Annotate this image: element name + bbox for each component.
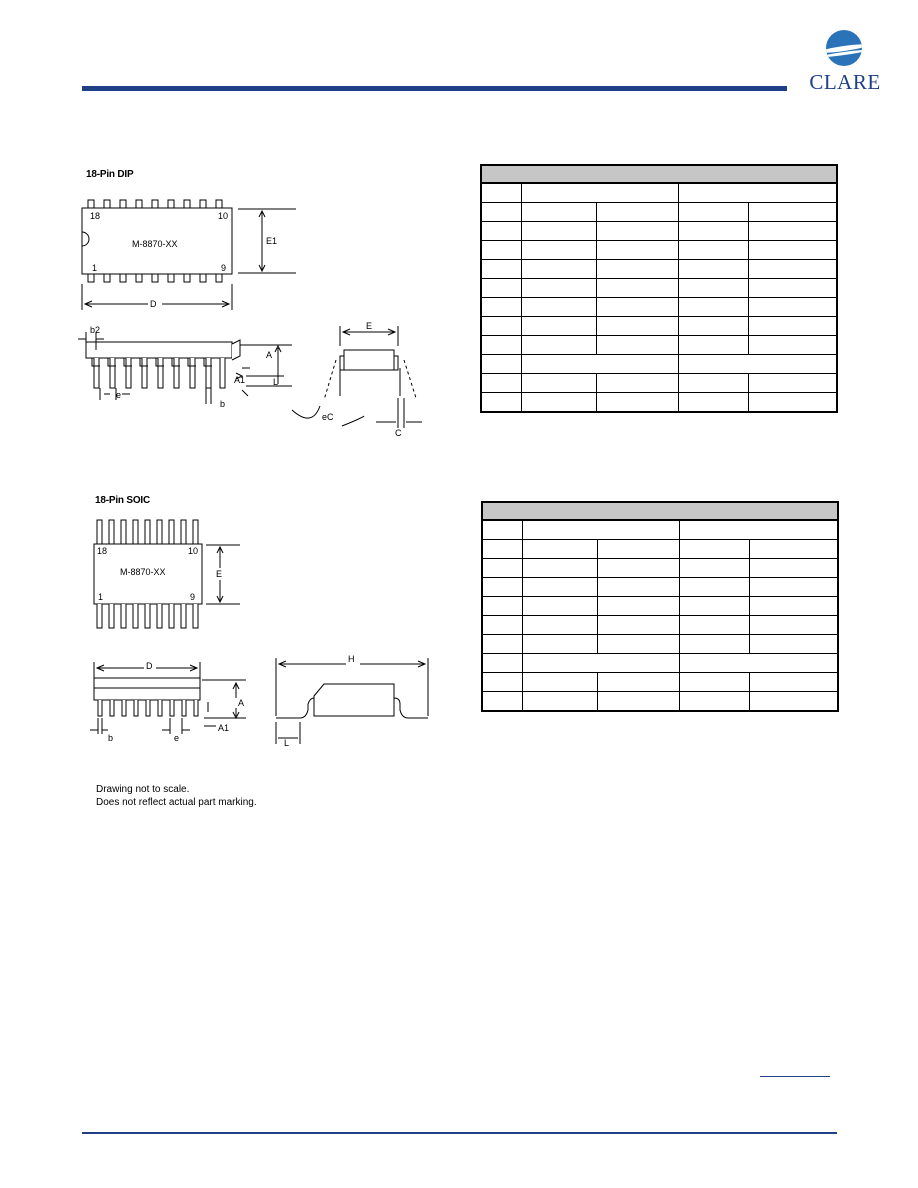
table-row [482, 559, 838, 578]
table-row [481, 317, 837, 336]
table-row [481, 222, 837, 241]
note-not-to-scale: Drawing not to scale. [96, 784, 190, 795]
dip-a-dimension [236, 345, 292, 396]
soic-e-label: E [216, 569, 223, 579]
soic-top-pins [97, 520, 198, 544]
soic-pin-10-label: 10 [188, 546, 199, 556]
table-row [481, 203, 837, 222]
dip-pin-1-label: 1 [92, 263, 98, 273]
soic-pin-9-label: 9 [190, 592, 196, 602]
dip-e-label: e [116, 390, 122, 400]
table-row [482, 673, 838, 692]
soic-e-dimension [206, 545, 240, 604]
note-part-marking: Does not reflect actual part marking. [96, 797, 257, 808]
dip-side-view [86, 340, 240, 388]
table-row [481, 355, 837, 374]
table-row [481, 260, 837, 279]
dip-ec-label: eC [322, 412, 334, 422]
soic-a1-label: A1 [218, 723, 230, 733]
dip-e-pitch-dimension [100, 388, 130, 400]
dip-c-label: C [395, 428, 402, 438]
table-row [482, 597, 838, 616]
table-row [481, 298, 837, 317]
table-row [481, 183, 837, 203]
dip-e1-label: E1 [266, 236, 278, 246]
table-row [482, 692, 838, 712]
table-row [482, 654, 838, 673]
soic-e-pitch-dimension [162, 718, 190, 734]
table-row [481, 393, 837, 413]
table-row [482, 635, 838, 654]
table-row [482, 578, 838, 597]
dip-d-dimension [82, 284, 232, 310]
dip-package-drawing [70, 190, 440, 450]
dip-top-pins [88, 200, 222, 208]
soic-package-drawing [80, 512, 440, 752]
dip-pin-9-label: 9 [221, 263, 227, 273]
soic-end-view [276, 684, 428, 718]
dip-end-e-label: E [366, 321, 373, 331]
dip-b-dimension [206, 388, 211, 404]
table-header-row [482, 502, 838, 520]
soic-figure-title: 18-Pin SOIC [95, 495, 151, 506]
table-row [482, 520, 838, 540]
soic-h-label: H [348, 654, 355, 664]
table-row [481, 374, 837, 393]
soic-side-view [94, 678, 200, 716]
header-rule [82, 86, 787, 91]
dip-bottom-pins [88, 274, 222, 282]
dip-c-dimension [376, 398, 422, 428]
dip-b2-label: b2 [90, 325, 101, 335]
table-row [481, 241, 837, 260]
soic-part-marking: M-8870-XX [120, 567, 166, 577]
table-header-row [481, 165, 837, 183]
table-row [482, 616, 838, 635]
company-logo [800, 30, 890, 92]
soic-pin-1-label: 1 [98, 592, 104, 602]
dip-a1-label: A1 [234, 375, 246, 385]
soic-b-label: b [108, 733, 114, 743]
dip-pin-10-label: 10 [218, 211, 229, 221]
table-row [482, 540, 838, 559]
table-row [481, 279, 837, 298]
dip-dimensions-table [480, 164, 838, 413]
soic-l-label: L [284, 738, 290, 748]
logo-wordmark: CLARE [809, 70, 881, 94]
dip-pin-18-label: 18 [90, 211, 101, 221]
dip-part-marking: M-8870-XX [132, 239, 178, 249]
soic-a-label: A [238, 698, 245, 708]
soic-b-dimension [90, 718, 108, 734]
table-row [481, 336, 837, 355]
soic-bottom-pins [97, 604, 198, 628]
footer-link-underline [760, 1076, 830, 1077]
globe-icon [826, 30, 862, 66]
dip-figure-title: 18-Pin DIP [86, 169, 134, 180]
dip-b-label: b [220, 399, 226, 409]
drawing-notes [96, 783, 257, 809]
dip-l-label: L [273, 377, 279, 387]
dip-end-view [324, 350, 416, 400]
footer-rule [82, 1132, 837, 1134]
soic-pin-18-label: 18 [97, 546, 108, 556]
soic-dimensions-table [481, 501, 839, 712]
dip-a-label: A [266, 350, 273, 360]
dip-d-label: D [150, 299, 157, 309]
soic-e-pitch-label: e [174, 733, 180, 743]
soic-d-label: D [146, 661, 153, 671]
